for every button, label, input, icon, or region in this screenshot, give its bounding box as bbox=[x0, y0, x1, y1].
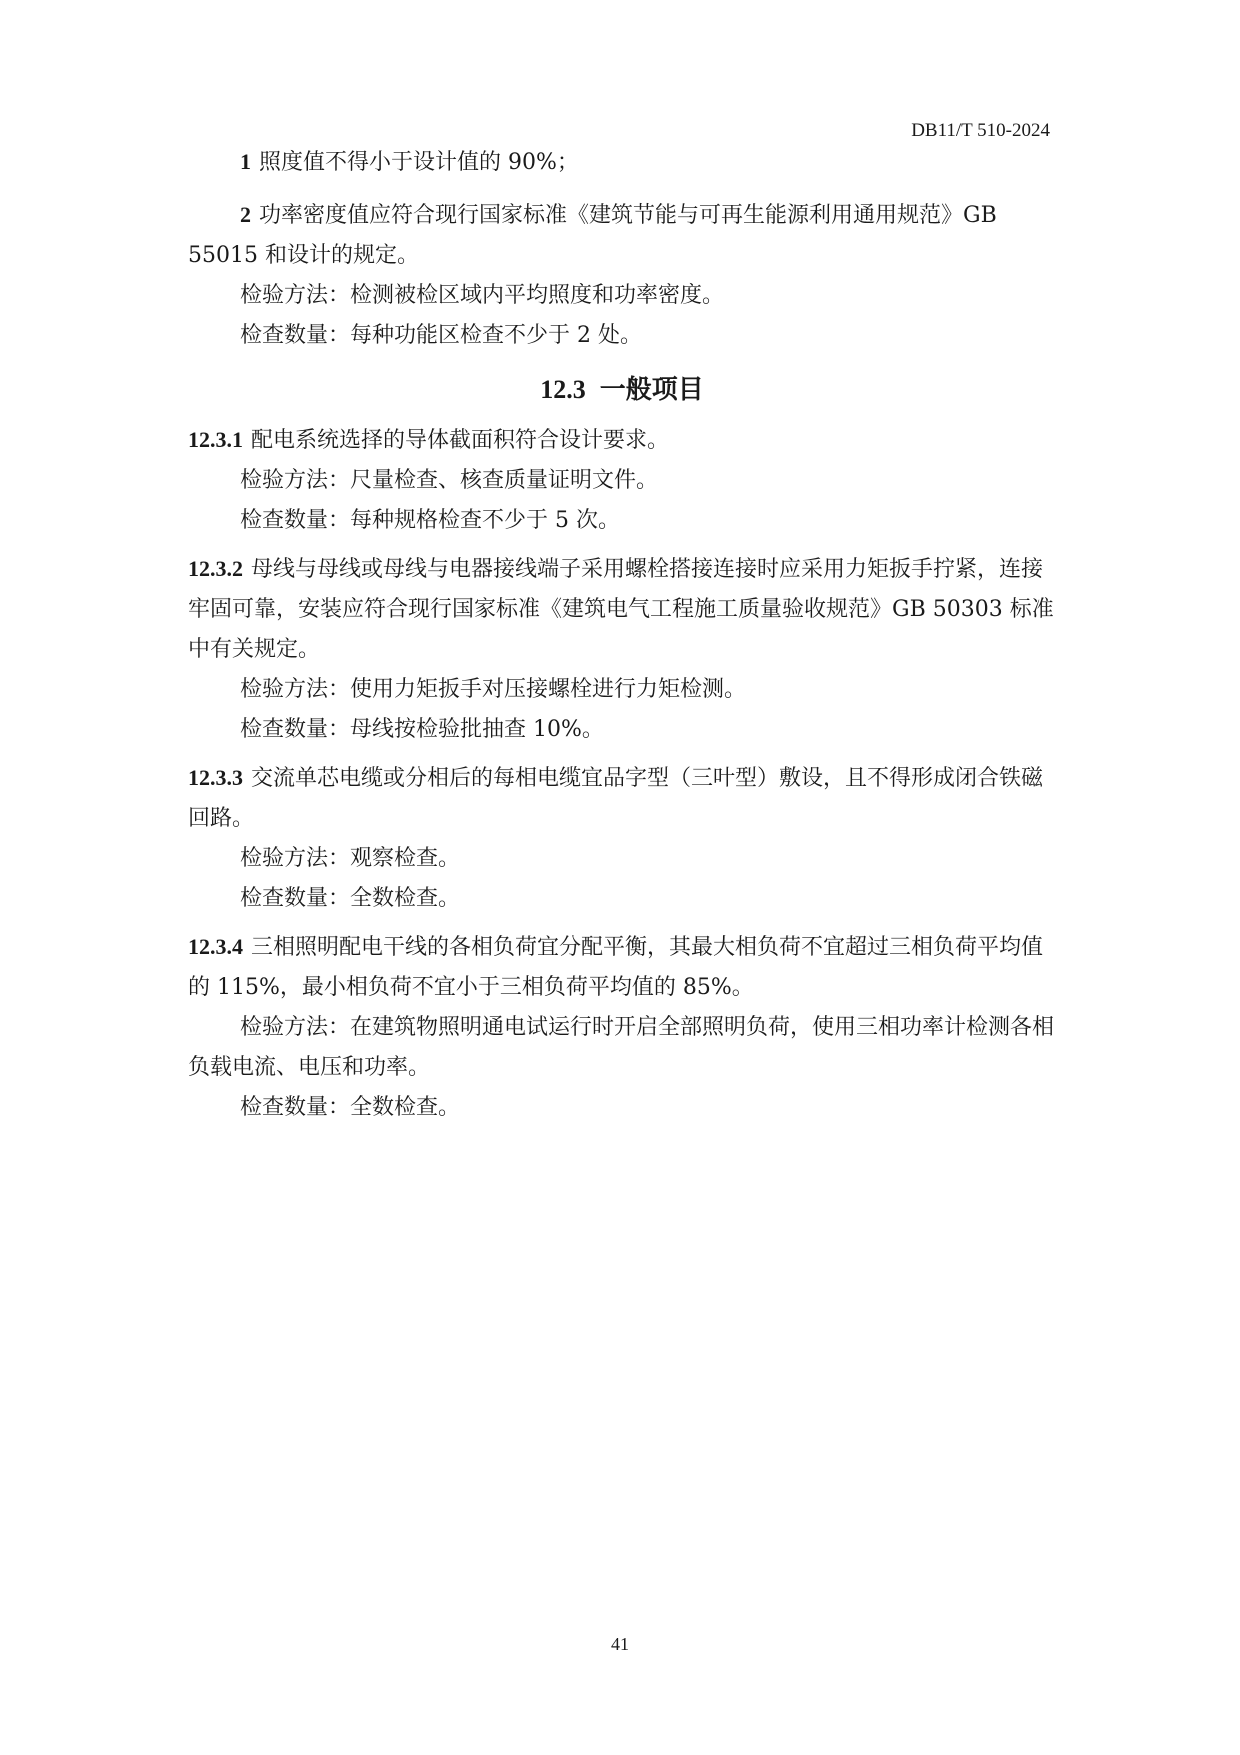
page-number: 41 bbox=[611, 1634, 629, 1654]
page-content bbox=[188, 142, 1056, 1128]
inspection-method: 检验方法：观察检查。 bbox=[240, 846, 461, 871]
clause-body: 母线与母线或母线与电器接线端子采用螺栓搭接连接时应采用力矩扳手拧紧，连接牢固可靠，安装应符合现行国家标准《建筑电气工程施工质量验收规范》GB 50303 标准中有关规定。 bbox=[188, 557, 1054, 662]
clause-number: 12.3.2 bbox=[188, 556, 243, 581]
clause-body: 交流单芯电缆或分相后的每相电缆宜品字型（三叶型）敷设，且不得形成闭合铁磁回路。 bbox=[188, 766, 1044, 831]
item-number: 1 bbox=[240, 149, 251, 174]
inspection-quantity: 检查数量：每种规格检查不少于 5 次。 bbox=[240, 508, 620, 533]
inspection-method: 检验方法：检测被检区域内平均照度和功率密度。 bbox=[240, 283, 725, 308]
clause-12-3-2 bbox=[188, 549, 1056, 750]
section-title: 一般项目 bbox=[599, 375, 704, 405]
item-text: 照度值不得小于设计值的 90%； bbox=[259, 150, 579, 175]
clause-number: 12.3.4 bbox=[188, 934, 243, 959]
clause-text bbox=[188, 420, 1056, 461]
clause-text bbox=[188, 927, 1056, 1008]
list-item bbox=[188, 195, 1056, 276]
item-number: 2 bbox=[240, 202, 251, 227]
inspection-quantity: 检查数量：全数检查。 bbox=[240, 886, 461, 911]
clause-12-3-4 bbox=[188, 927, 1056, 1128]
inspection-quantity: 检查数量：全数检查。 bbox=[240, 1095, 461, 1120]
section-number: 12.3 bbox=[540, 375, 586, 404]
inspection-method: 检验方法：在建筑物照明通电试运行时开启全部照明负荷，使用三相功率计检测各相负载电流、电压和功率。 bbox=[188, 1015, 1055, 1080]
clause-body: 配电系统选择的导体截面积符合设计要求。 bbox=[251, 428, 670, 453]
section-heading bbox=[188, 368, 1056, 412]
clause-body: 三相照明配电干线的各相负荷宜分配平衡，其最大相负荷不宜超过三相负荷平均值的 115%，最小相负荷不宜小于三相负荷平均值的 85%。 bbox=[188, 935, 1044, 1000]
clause-number: 12.3.1 bbox=[188, 427, 243, 452]
document-code: DB11/T 510-2024 bbox=[911, 120, 1050, 141]
inspection-quantity: 检查数量：母线按检验批抽查 10%。 bbox=[240, 717, 604, 742]
clause-12-3-3 bbox=[188, 758, 1056, 919]
inspection-method: 检验方法：使用力矩扳手对压接螺栓进行力矩检测。 bbox=[240, 677, 747, 702]
item-text: 功率密度值应符合现行国家标准《建筑节能与可再生能源利用通用规范》GB 55015 和设计的规定。 bbox=[188, 203, 997, 268]
list-item bbox=[188, 142, 1056, 183]
clause-text bbox=[188, 758, 1056, 839]
clause-text bbox=[188, 549, 1056, 670]
clause-12-3-1 bbox=[188, 420, 1056, 541]
clause-number: 12.3.3 bbox=[188, 765, 243, 790]
inspection-quantity: 检查数量：每种功能区检查不少于 2 处。 bbox=[240, 323, 642, 348]
inspection-method: 检验方法：尺量检查、核查质量证明文件。 bbox=[240, 468, 659, 493]
